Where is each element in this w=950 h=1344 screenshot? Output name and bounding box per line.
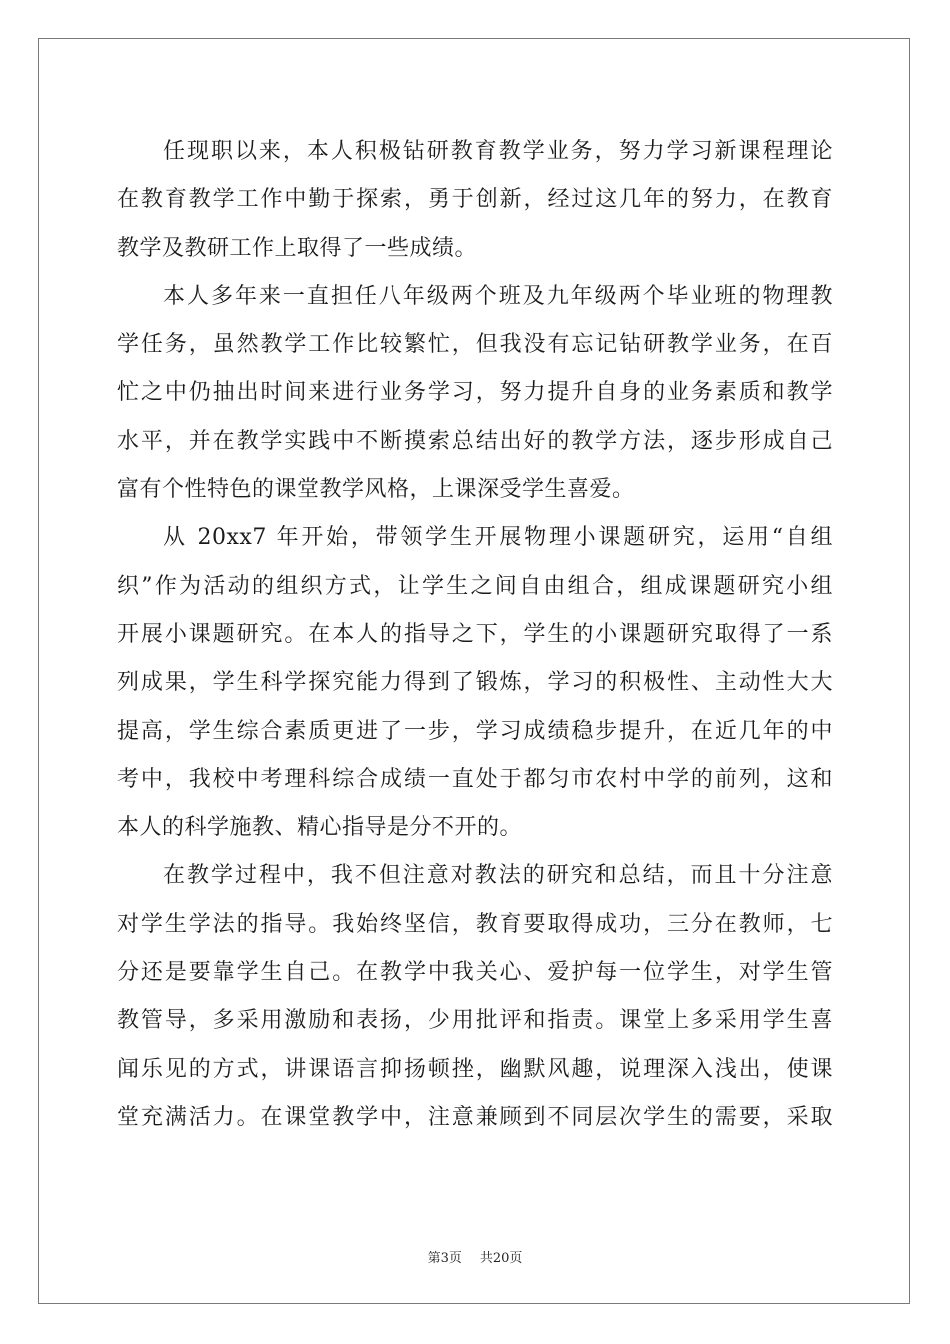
text-line: 开展小课题研究。在本人的指导之下，学生的小课题研究取得了一系 [117, 621, 833, 647]
text-line: 考中，我校中考理科综合成绩一直处于都匀市农村中学的前列，这和 [117, 766, 833, 792]
document-body [117, 128, 833, 1142]
text-line: 织”作为活动的组织方式，让学生之间自由组合，组成课题研究小组 [117, 573, 833, 599]
page-footer [0, 1247, 950, 1266]
text-line: 本人多年来一直担任八年级两个班及九年级两个毕业班的物理教 [163, 283, 833, 309]
text-line: 教学及教研工作上取得了一些成绩。 [117, 235, 478, 261]
text-line: 本人的科学施教、精心指导是分不开的。 [117, 815, 523, 841]
text-line: 学任务，虽然教学工作比较繁忙，但我没有忘记钻研教学业务，在百 [117, 332, 833, 358]
text-line: 水平，并在教学实践中不断摸索总结出好的教学方法，逐步形成自己 [117, 428, 833, 454]
text-line: 堂充满活力。在课堂教学中，注意兼顾到不同层次学生的需要，采取 [117, 1104, 833, 1130]
text-line: 在教育教学工作中勤于探索，勇于创新，经过这几年的努力，在教育 [117, 187, 833, 213]
text-line: 闻乐见的方式，讲课语言抑扬顿挫，幽默风趣，说理深入浅出，使课 [117, 1056, 833, 1082]
text-line: 教管导，多采用激励和表扬，少用批评和指责。课堂上多采用学生喜 [117, 1008, 833, 1034]
text-line: 分还是要靠学生自己。在教学中我关心、爱护每一位学生，对学生管 [117, 960, 833, 986]
text-line: 在教学过程中，我不但注意对教法的研究和总结，而且十分注意 [163, 863, 833, 889]
text-line: 对学生学法的指导。我始终坚信，教育要取得成功，三分在教师，七 [117, 911, 833, 937]
total-pages-label: 共20页 [479, 1251, 523, 1266]
text-line: 任现职以来，本人积极钻研教育教学业务，努力学习新课程理论 [163, 139, 833, 164]
text-line: 从 20xx7 年开始，带领学生开展物理小课题研究，运用“自组 [163, 525, 833, 551]
text-line: 富有个性特色的课堂教学风格，上课深受学生喜爱。 [117, 477, 635, 503]
current-page-label: 第3页 [427, 1251, 462, 1266]
text-line: 提高，学生综合素质更进了一步，学习成绩稳步提升，在近几年的中 [117, 718, 833, 744]
text-line: 忙之中仍抽出时间来进行业务学习，努力提升自身的业务素质和教学 [117, 380, 833, 406]
text-line: 列成果，学生科学探究能力得到了锻炼，学习的积极性、主动性大大 [117, 670, 833, 696]
